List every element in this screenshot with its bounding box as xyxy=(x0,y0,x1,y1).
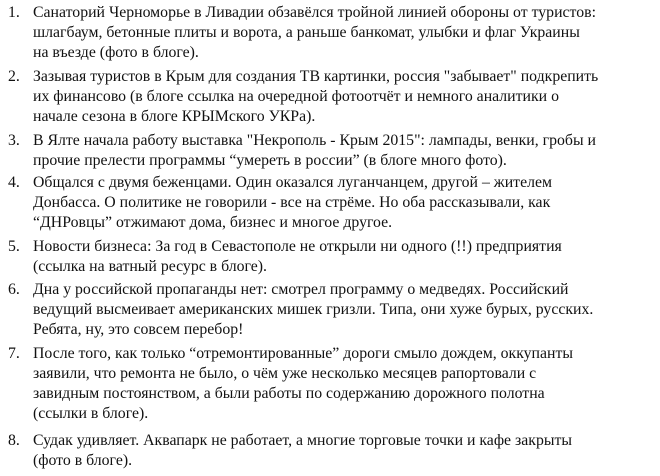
item-number: 6. xyxy=(8,281,20,298)
item-line: Санаторий Черноморье в Ливадии обзавёлся тройной линией обороны от туристов: xyxy=(33,4,596,21)
item-text xyxy=(33,131,657,171)
item-line: “ДНРовцы” отжимают дома, бизнес и многое другое. xyxy=(33,214,393,231)
item-line: прочие прелести программы “умереть в россии” (в блоге много фото). xyxy=(33,152,507,169)
item-number: 2. xyxy=(8,68,20,85)
item-text xyxy=(33,431,657,471)
item-number: 5. xyxy=(8,238,20,255)
item-text xyxy=(33,67,657,127)
item-line: ведущий высмеивает американских мишек гризли. Типа, они хуже бурых, русских. xyxy=(33,301,594,318)
item-line: (фото в блоге). xyxy=(33,452,133,469)
item-text xyxy=(33,3,657,63)
item-line: После того, как только “отремонтированные” дороги смыло дождем, оккупанты xyxy=(33,345,573,362)
item-number: 3. xyxy=(8,132,20,149)
item-line: Судак удивляет. Аквапарк не работает, а многие торговые точки и кафе закрыты xyxy=(33,432,572,449)
item-line: Ребята, ну, это совсем перебор! xyxy=(33,321,244,338)
item-line: В Ялте начала работу выставка "Некрополь - Крым 2015": лампады, венки, гробы и xyxy=(33,132,596,149)
item-line: Донбасса. О политике не говорили - все на стрёме. Но оба рассказывали, как xyxy=(33,194,551,211)
item-line: Новости бизнеса: За год в Севастополе не открыли ни одного (!!) предприятия xyxy=(33,238,562,255)
item-number: 7. xyxy=(8,345,20,362)
item-line: шлагбаум, бетонные плиты и ворота, а раньше банкомат, улыбки и флаг Украины xyxy=(33,24,580,41)
item-number: 1. xyxy=(8,4,20,21)
item-line: завидным постоянством, а были работы по содержанию дорожного полотна xyxy=(33,385,545,402)
item-line: Зазывая туристов в Крым для создания ТВ картинки, россия "забывает" подкрепить xyxy=(33,68,599,85)
item-line: Общался с двумя беженцами. Один оказался луганчанцем, другой – жителем xyxy=(33,174,552,191)
item-text xyxy=(33,173,657,233)
item-text xyxy=(33,280,657,340)
item-line: заявили, что ремонта не было, о чём уже несколько месяцев рапортовали с xyxy=(33,365,537,382)
item-line: (ссылки в блоге). xyxy=(33,405,149,422)
item-number: 8. xyxy=(8,432,20,449)
item-text xyxy=(33,344,657,424)
item-line: начале сезона в блоге КРЫМского УКРа). xyxy=(33,108,316,125)
item-text xyxy=(33,237,657,277)
item-line: (ссылка на ватный ресурс в блоге). xyxy=(33,258,268,275)
item-line: Дна у российской пропаганды нет: смотрел программу о медведях. Российский xyxy=(33,281,569,298)
item-line: их финансово (в блоге ссылка на очередной фотоотчёт и немного аналитики о xyxy=(33,88,559,105)
item-number: 4. xyxy=(8,174,20,191)
item-line: на въезде (фото в блоге). xyxy=(33,44,199,61)
